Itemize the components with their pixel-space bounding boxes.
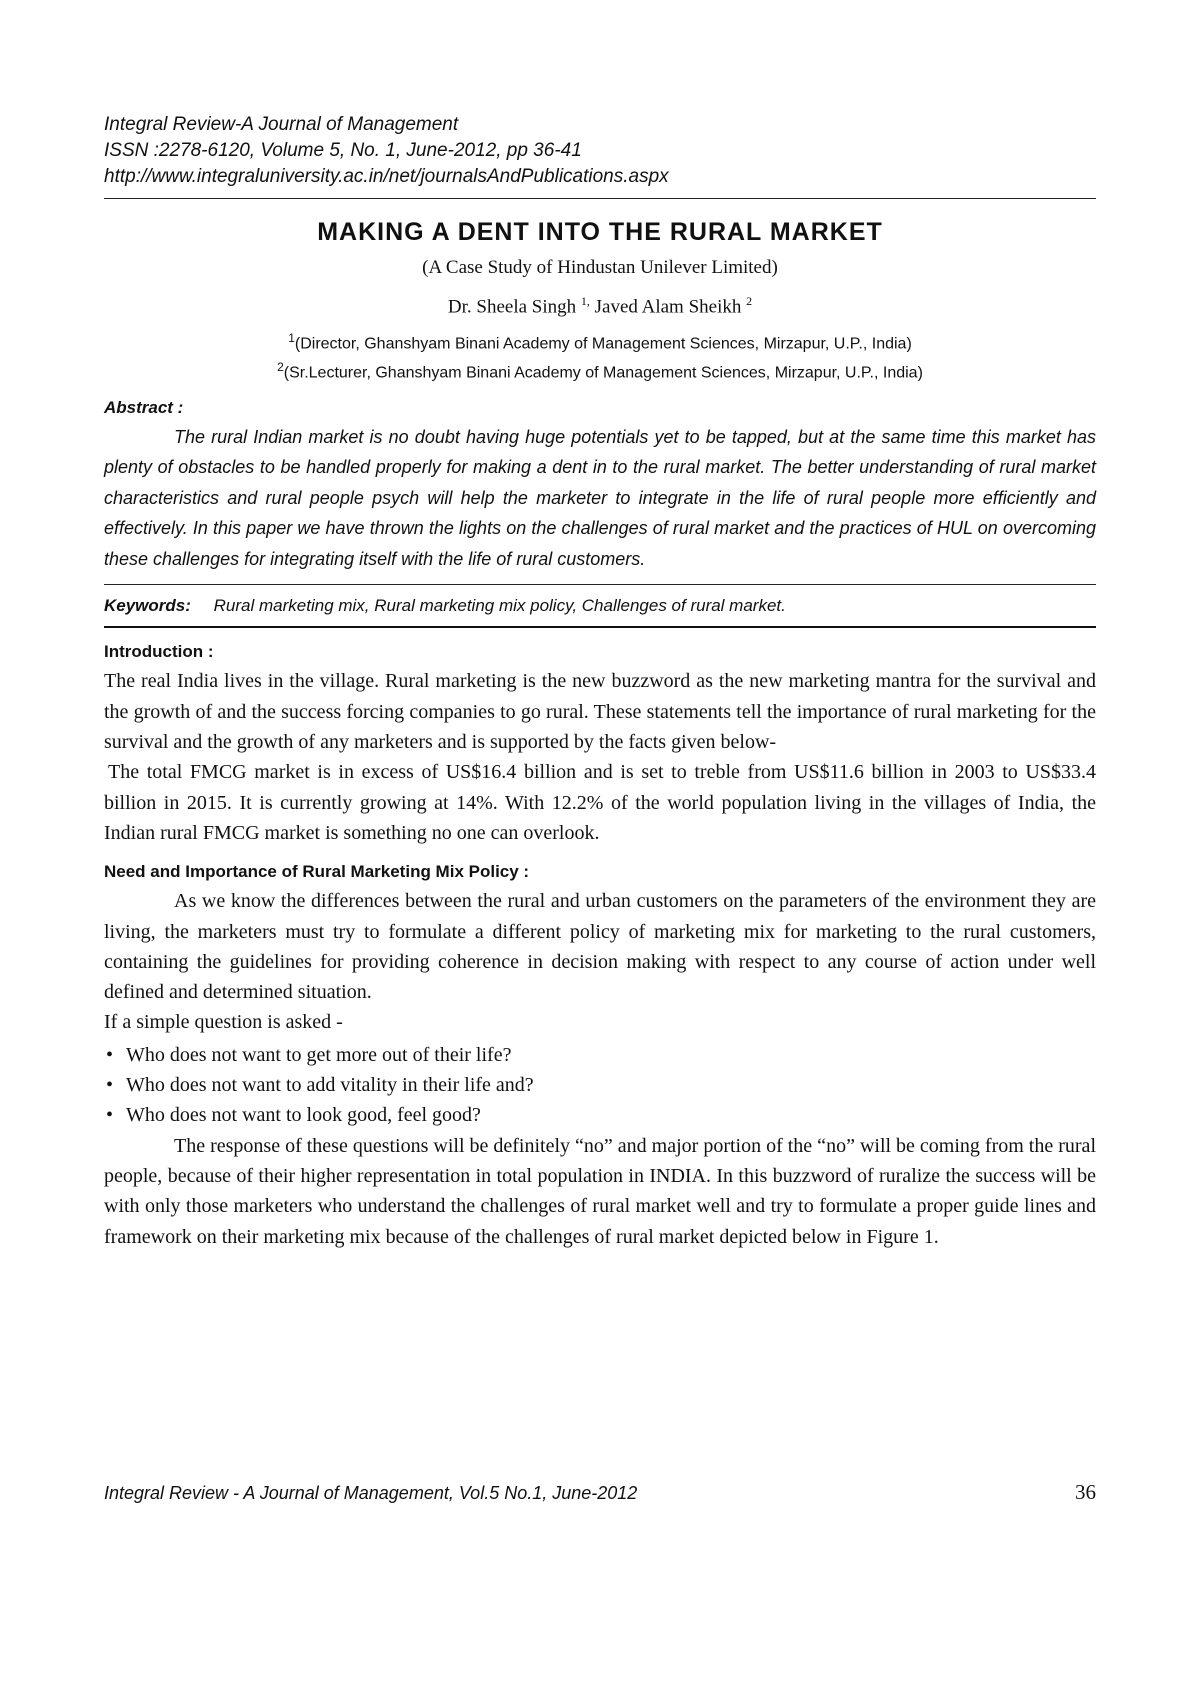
header-divider <box>104 198 1096 199</box>
author-line <box>104 287 1096 321</box>
paper-title: MAKING A DENT INTO THE RURAL MARKET <box>317 218 883 246</box>
need-paragraph-2: If a simple question is asked - <box>104 1011 343 1034</box>
need-paragraph-1: As we know the differences between the rural and urban customers on the parameters of the environment they are living, the marketers must try to formulate a different policy of marketing mix for marketing to the rural customers, containing the guidelines for providing coherence in decision making with respect to any course of action under well defined and determined situation. <box>104 890 1096 1004</box>
author-2: Javed Alam Sheikh <box>594 296 742 318</box>
need-section-heading: Need and Importance of Rural Marketing Mix Policy : <box>104 862 530 882</box>
footer-journal: Integral Review - A Journal of Management, Vol.5 No.1, June-2012 <box>104 1483 638 1503</box>
author-1: Dr. Sheela Singh <box>447 296 577 318</box>
keywords-divider <box>104 626 1096 628</box>
bullet-icon: • <box>106 1104 114 1127</box>
page-footer <box>104 1480 1096 1505</box>
question-list <box>104 1040 1096 1131</box>
keywords-line <box>104 585 1096 626</box>
keywords-label: Keywords: <box>104 596 191 616</box>
introduction-paragraph-1: The real India lives in the village. Rural marketing is the new buzzword as the new marketing mantra for the survival and the growth of and the success forcing companies to go rural. These statements tell the importance of rural marketing for the survival and the growth of any marketers and is supported by the facts given below- <box>104 670 1096 754</box>
affiliation-2 <box>104 356 1096 384</box>
affiliation-2-text: (Sr.Lecturer, Ghanshyam Binani Academy of Management Sciences, Mirzapur, U.P., India) <box>283 363 923 381</box>
affiliation-1-text: (Director, Ghanshyam Binani Academy of Management Sciences, Mirzapur, U.P., India) <box>294 335 912 353</box>
author-2-sup: 2 <box>746 294 753 308</box>
journal-header <box>104 112 1096 190</box>
affiliation-1-sup: 1 <box>288 331 295 346</box>
journal-issn: ISSN :2278-6120, Volume 5, No. 1, June-2012, pp 36-41 <box>104 140 582 161</box>
abstract-text: The rural Indian market is no doubt having huge potentials yet to be tapped, but at the same time this market has plenty of obstacles to be handled properly for making a dent in to the rural market. The better understanding of rural market characteristics and rural people psych will help the marketer to integrate in the life of rural people more efficiently and effectively. In this paper we have thrown the lights on the challenges of rural market and the practices of HUL on overcoming these challenges for integrating itself with the life of rural customers. <box>104 426 1096 569</box>
journal-name: Integral Review-A Journal of Management <box>104 114 459 135</box>
journal-url[interactable]: http://www.integraluniversity.ac.in/net/journalsAndPublications.aspx <box>104 166 669 187</box>
keywords-text: Rural marketing mix, Rural marketing mix policy, Challenges of rural market. <box>213 596 786 616</box>
affiliation-2-sup: 2 <box>277 359 284 374</box>
list-item: • Who does not want to look good, feel good? <box>104 1100 1096 1130</box>
bullet-icon: • <box>106 1074 114 1097</box>
introduction-paragraph-2: The total FMCG market is in excess of US$16.4 billion and is set to treble from US$11.6 billion in 2003 to US$33.4 billion in 2015. It is currently growing at 14%. With 12.2% of the world population living in the villages of India, the Indian rural FMCG market is something no one can overlook. <box>104 761 1096 844</box>
page-number: 36 <box>1075 1480 1096 1504</box>
introduction-heading: Introduction : <box>104 642 214 662</box>
paper-page <box>104 112 1096 1252</box>
need-paragraph-3: The response of these questions will be definitely “no” and major portion of the “no” will be coming from the rural people, because of their higher representation in total population in INDIA. In this buzzword of ruralize the success will be with only those marketers who understand the challenges of rural market well and try to formulate a proper guide lines and framework on their marketing mix because of the challenges of rural market depicted below in Figure 1. <box>104 1134 1096 1248</box>
affiliation-1 <box>104 327 1096 355</box>
bullet-icon: • <box>106 1043 114 1066</box>
abstract-heading: Abstract : <box>104 397 184 417</box>
paper-subtitle: (A Case Study of Hindustan Unilever Limited) <box>422 257 778 278</box>
list-item: • Who does not want to add vitality in their life and? <box>104 1070 1096 1100</box>
list-item: • Who does not want to get more out of their life? <box>104 1040 1096 1070</box>
author-1-sup: 1, <box>580 294 590 308</box>
